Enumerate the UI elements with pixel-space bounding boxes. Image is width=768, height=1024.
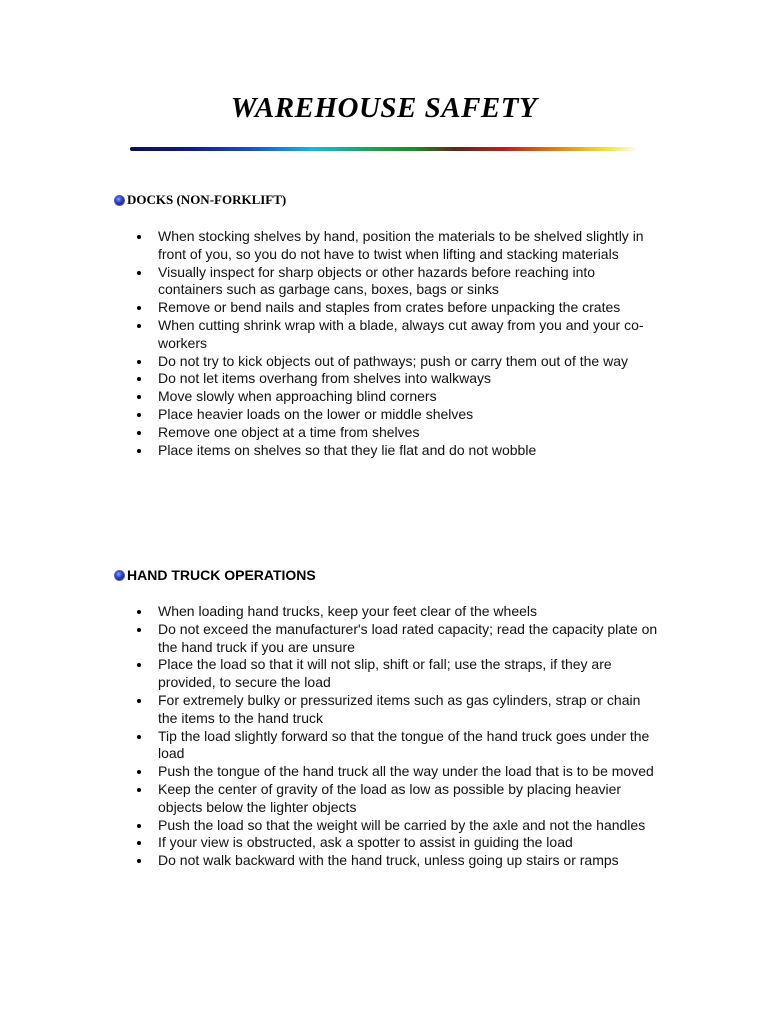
list-item: When loading hand trucks, keep your feet clear of the wheels: [0, 603, 658, 621]
list-item: Place heavier loads on the lower or middle shelves: [0, 406, 658, 424]
rainbow-divider: [130, 147, 638, 151]
list-item: When cutting shrink wrap with a blade, always cut away from you and your co-workers: [0, 317, 658, 353]
section-heading-text: DOCKS (NON-FORKLIFT): [127, 192, 287, 207]
section-heading-docks: [114, 192, 286, 208]
list-item: Remove or bend nails and staples from crates before unpacking the crates: [0, 299, 658, 317]
list-item: Place items on shelves so that they lie flat and do not wobble: [0, 442, 658, 460]
list-item: Visually inspect for sharp objects or other hazards before reaching into containers such as garbage cans, boxes, bags or sinks: [0, 264, 658, 300]
list-item: Place the load so that it will not slip, shift or fall; use the straps, if they are provided, to secure the load: [0, 656, 658, 692]
section-heading-text: HAND TRUCK OPERATIONS: [127, 567, 316, 583]
docks-safety-list: [0, 228, 768, 459]
list-item: Push the load so that the weight will be carried by the axle and not the handles: [0, 817, 658, 835]
blue-orb-bullet-icon: [114, 570, 125, 581]
blue-orb-bullet-icon: [114, 195, 125, 206]
list-item: Push the tongue of the hand truck all the way under the load that is to be moved: [0, 763, 658, 781]
list-item: Move slowly when approaching blind corners: [0, 388, 658, 406]
list-item: When stocking shelves by hand, position the materials to be shelved slightly in front of you, so you do not have to twist when lifting and stacking materials: [0, 228, 658, 264]
list-item: Tip the load slightly forward so that the tongue of the hand truck goes under the load: [0, 728, 658, 764]
list-item: Keep the center of gravity of the load as low as possible by placing heavier objects below the lighter objects: [0, 781, 658, 817]
list-item: If your view is obstructed, ask a spotter to assist in guiding the load: [0, 834, 658, 852]
list-item: Do not exceed the manufacturer's load rated capacity; read the capacity plate on the hand truck if you are unsure: [0, 621, 658, 657]
section-heading-hand-truck: [114, 567, 316, 583]
list-item: Remove one object at a time from shelves: [0, 424, 658, 442]
list-item: Do not try to kick objects out of pathways; push or carry them out of the way: [0, 353, 658, 371]
list-item: For extremely bulky or pressurized items such as gas cylinders, strap or chain the items to the hand truck: [0, 692, 658, 728]
hand-truck-safety-list: [0, 603, 768, 870]
list-item: Do not walk backward with the hand truck, unless going up stairs or ramps: [0, 852, 658, 870]
list-item: Do not let items overhang from shelves into walkways: [0, 370, 658, 388]
page-title: WAREHOUSE SAFETY: [230, 92, 538, 124]
